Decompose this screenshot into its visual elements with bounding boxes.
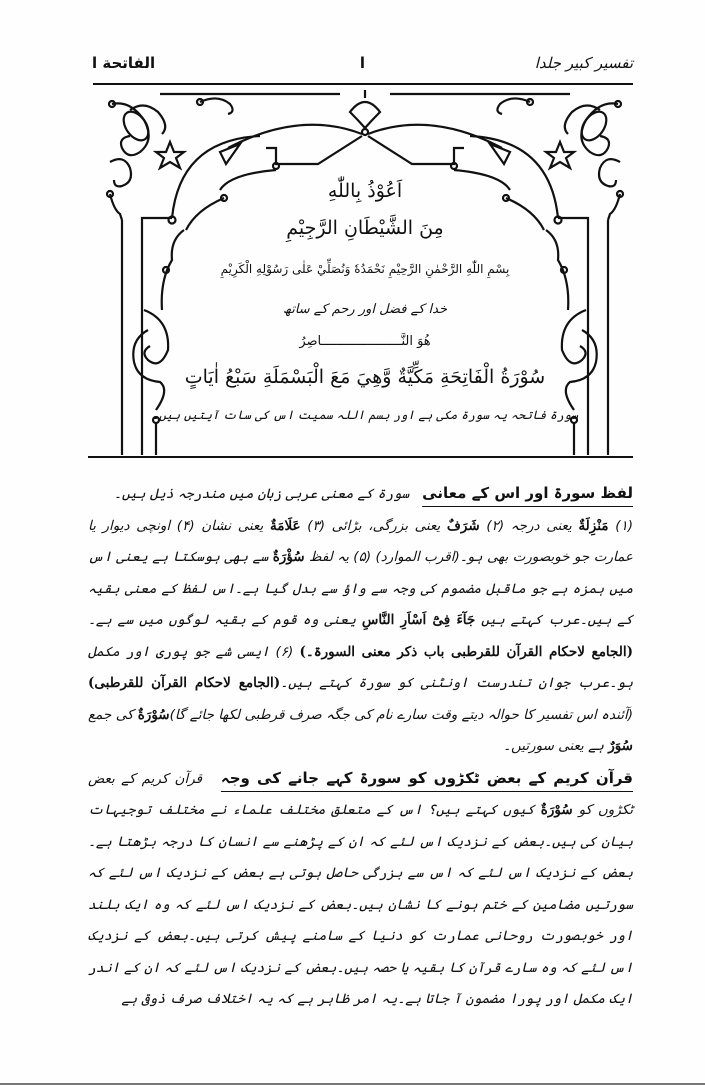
paragraph-runs: [88, 518, 633, 755]
text-run: کی جمع: [88, 706, 138, 723]
running-header: [92, 54, 633, 78]
arabic-term: جَآءَ فِیْٓ اَسْاَرِ النَّاسِ: [361, 612, 476, 628]
section-heading: لفظ سورۃ اور اس کے معانی: [422, 484, 633, 502]
arabic-term: مَنْزِلَةٌ: [578, 517, 609, 534]
paragraph-runs: [88, 768, 633, 1008]
text-run: (آئندہ اس تفسیر کا حوالہ دیتے وقت سارے نام کی جگہ صرف قرطبی لکھا جائے گا): [169, 706, 633, 723]
arabic-term: شَرَفٌ: [446, 517, 480, 534]
body-text: [88, 478, 633, 1016]
text-run: کیوں کہتے ہیں؟ اس کے متعلق مختلف علماء نے مختلف توجیہات بیان کی ہیں۔بعض کے نزدیک اس لئے کہ ان کے پڑھنے سے انسان کا درجہ بڑھتا ہے۔بعض کے نزدیک اس لئے کہ اس سے بزرگی حاصل ہوتی ہے بعض کے نزدیک اس لئے کہ سورتیں مضامین کے ختم ہونے کا نشان ہیں۔بعض کے نزدیک اس لئے کہ وہ ایک بلند اور خوبصورت روحانی عمارت کو دنیا کے سامنے پیش کرتی ہیں۔بعض کے نزدیک اس لئے کہ وہ سارے قرآن کا بقیہ یا حصہ ہیں۔بعض کے نزدیک اس لئے کہ ان کے اندر ایک مکمل اور پورا مضمون آ جاتا ہے۔یہ امر ظاہر ہے کہ یہ اختلاف صرف ذوقی ہے: [88, 802, 633, 1007]
arabic-term: (الجامع لاحکام القرآن للقرطبی): [88, 675, 281, 691]
header-rule: [93, 83, 633, 85]
text-run: قرآن کریم کے بعض ٹکڑوں کو: [88, 770, 633, 818]
text-run: (۶) ایسی شے جو پوری اور مکمل ہو۔عرب جوان تندرست اونٹنی کو سورۃ کہتے ہیں۔: [88, 643, 633, 691]
surah-description: سورۃ فاتحہ یہ سورۃ مکی ہے اور بسم اللہ سمیت اس کی سات آیتیں ہیں۔: [151, 408, 579, 422]
book-title: تفسیر کبیر جلدا: [534, 54, 633, 72]
section-heading: قرآن کریم کے بعض ٹکڑوں کو سورۃ کہے جانے کی وجہ: [220, 768, 633, 787]
huwa-nasir-line: ھُوَ النَّـــــــــــــــــــــاصِرُ: [299, 334, 431, 349]
arabic-term: سُوْرَةٌ: [540, 802, 573, 818]
arabic-term: (الجامع لاحکام القرآن للقرطبی باب ذکر معنی السورۃ۔): [299, 643, 634, 660]
text-run: ہے یعنی سورتیں۔: [503, 738, 609, 754]
bismillah-line: بِسْمِ اللّٰهِ الرَّحْمٰنِ الرَّحِيْمِ نَحْمَدُهٗ وَنُصَلِّيْ عَلٰى رَسُوْلِهِ الْكَرِيْمِ: [220, 262, 510, 276]
frame-bottom-rule: [88, 456, 633, 458]
khuda-fazl-line: خدا کے فضل اور رحم کے ساتھ: [282, 302, 448, 317]
section-intro: سورۃ کے معنی عربی زبان میں مندرجہ ذیل ہیں۔: [113, 486, 410, 502]
text-run: سے بھی ہوسکتا ہے یعنی اس میں ہمزہ ہے جو ماقبل مضموم کی وجہ سے واؤ سے بدل گیا ہے۔اس لفظ کے معنی بقیہ کے ہیں۔عرب کہتے ہیں: [88, 549, 634, 628]
arabic-term: سُؤْرَةٌ: [272, 549, 305, 565]
arabic-term: عَلَامَةٌ: [269, 517, 301, 534]
text-run: یعنی بزرگی، بڑائی (۳): [300, 517, 447, 534]
section-paragraph: [88, 763, 633, 1016]
text-run: یعنی نشان (۴) اونچی دیوار یا عمارت جو خوبصورت بھی ہو۔(اقرب الموارد) (۵) یہ لفظ: [88, 517, 633, 565]
section-paragraph: [88, 478, 633, 763]
text-run: یعنی درجہ (۲): [479, 517, 579, 534]
text-run: (۱): [608, 517, 634, 534]
arabic-term: سُوْرَةٌ: [137, 706, 170, 723]
audhu-text: اَعُوْذُ بِاللّٰهِ: [327, 180, 403, 202]
text-run: یعنی وہ قوم کے بقیہ لوگوں میں سے ہے۔: [88, 612, 362, 628]
surah-title: سُوْرَةُ الْفَاتِحَةِ مَكِّيَّةٌ وَّهِيَ مَعَ الْبَسْمَلَةِ سَبْعُ اٰيَاتٍ: [184, 366, 546, 388]
arabic-term: سُوَرٌ: [608, 738, 633, 754]
page-number: ا: [359, 54, 366, 72]
ornamental-frame: [100, 90, 630, 455]
chapter-label: الفاتحة ا: [92, 54, 156, 72]
min-shaitan-text: مِنَ الشَّيْطَانِ الرَّجِيْمِ: [286, 217, 444, 239]
